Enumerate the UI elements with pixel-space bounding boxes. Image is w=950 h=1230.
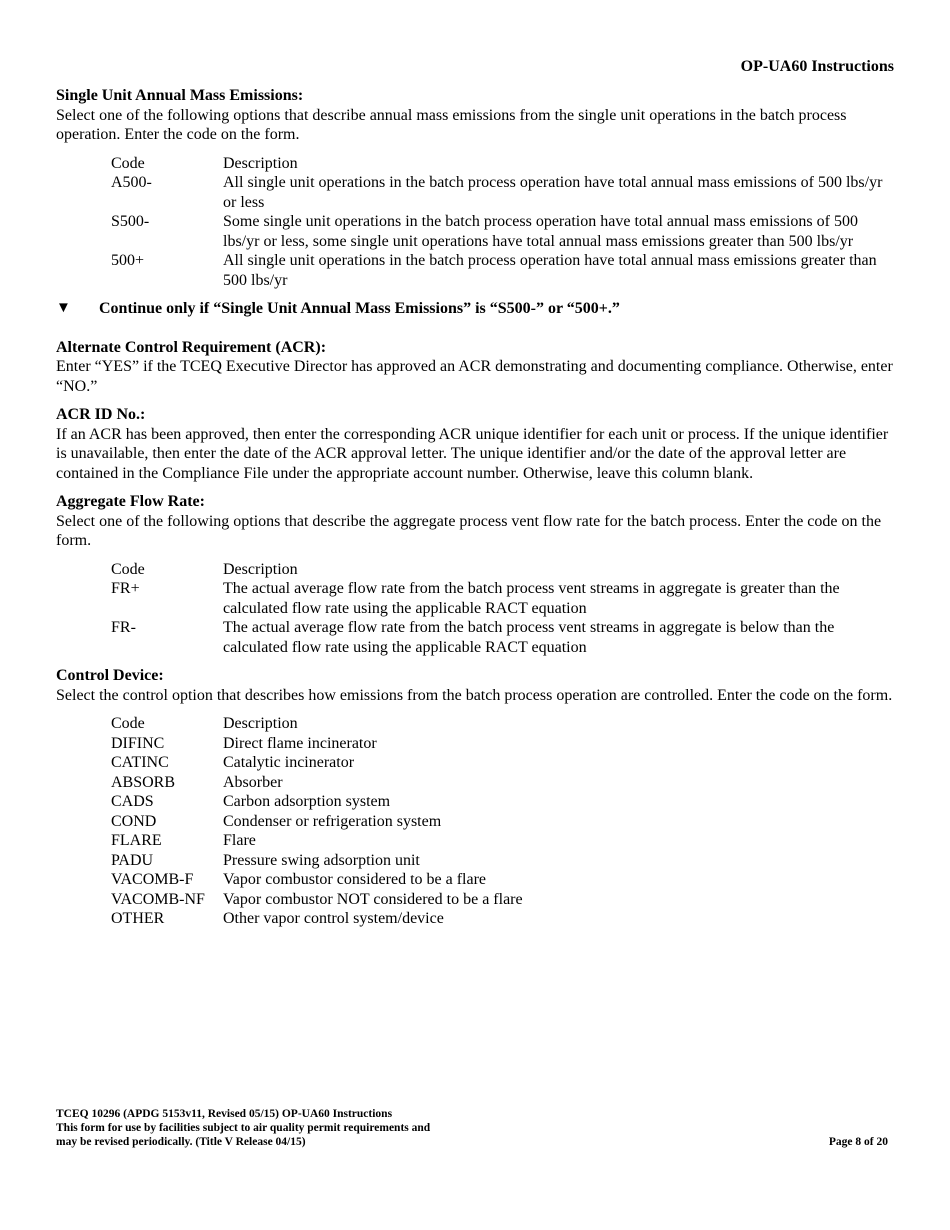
table-header-row [111, 560, 894, 580]
description-cell: The actual average flow rate from the batch process vent streams in aggregate is greater than the calculated flow rate using the applicable RACT equation [223, 580, 840, 617]
page-footer-form-info [56, 1107, 430, 1149]
table-row [111, 773, 894, 793]
table-row [111, 909, 894, 929]
section-title: Single Unit Annual Mass Emissions: [56, 87, 304, 104]
section-acr [56, 338, 894, 397]
column-header-description: Description [223, 154, 298, 172]
description-cell: Vapor combustor NOT considered to be a flare [223, 890, 523, 908]
table-row [111, 753, 894, 773]
footer-line: TCEQ 10296 (APDG 5153v11, Revised 05/15) OP-UA60 Instructions [56, 1108, 393, 1120]
page-number: Page 8 of 20 [828, 1136, 888, 1148]
table-header-row [111, 154, 894, 174]
section-title: Aggregate Flow Rate: [56, 493, 205, 510]
column-header-code: Code [111, 560, 145, 578]
section-acr-id [56, 405, 894, 483]
section-title: Control Device: [56, 667, 164, 684]
section-control-device [56, 666, 894, 929]
code-cell: CADS [111, 793, 154, 810]
code-cell: VACOMB-F [111, 871, 194, 888]
description-cell: Catalytic incinerator [223, 754, 355, 771]
code-cell: FR+ [111, 580, 140, 597]
code-cell: S500- [111, 213, 150, 230]
table-row [111, 579, 894, 618]
code-cell: PADU [111, 851, 154, 869]
code-cell: DIFINC [111, 734, 165, 752]
description-cell: Other vapor control system/device [223, 910, 444, 927]
code-cell: VACOMB-NF [111, 890, 205, 908]
code-cell: FLARE [111, 832, 162, 849]
table-row [111, 173, 894, 212]
description-cell: All single unit operations in the batch process operation have total annual mass emissions greater than 500 lbs/yr [223, 252, 877, 289]
code-cell: CATINC [111, 754, 169, 771]
continue-condition-note [56, 299, 894, 319]
section-text: Enter “YES” if the TCEQ Executive Director has approved an ACR demonstrating and documenting compliance. Otherwise, enter “NO.” [56, 358, 893, 395]
code-cell: OTHER [111, 910, 165, 927]
section-flow-rate [56, 492, 894, 657]
footer-line: may be revised periodically. (Title V Release 04/15) [56, 1136, 306, 1148]
continue-note-text: Continue only if “Single Unit Annual Mass Emissions” is “S500-” or “500+.” [99, 300, 620, 317]
footer-line: This form for use by facilities subject to air quality permit requirements and [56, 1122, 431, 1134]
table-row [111, 890, 894, 910]
triangle-down-icon: ▼ [56, 300, 71, 316]
table-header-row [111, 714, 894, 734]
description-cell: Carbon adsorption system [223, 793, 391, 810]
table-row [111, 870, 894, 890]
code-cell: A500- [111, 174, 152, 191]
description-cell: Some single unit operations in the batch process operation have total annual mass emissions of 500 lbs/yr or less, some single unit operations have total annual mass emissions greater than 500 lbs/yr [223, 213, 858, 250]
table-row [111, 212, 894, 251]
table-row [111, 251, 894, 290]
document-body [56, 86, 894, 938]
description-cell: Vapor combustor considered to be a flare [223, 871, 487, 888]
column-header-description: Description [223, 715, 298, 732]
code-cell: ABSORB [111, 773, 176, 791]
section-title: Alternate Control Requirement (ACR): [56, 338, 327, 356]
code-cell: COND [111, 812, 157, 830]
page-header-title: OP-UA60 Instructions [740, 58, 894, 75]
table-row [111, 812, 894, 832]
description-cell: Flare [223, 832, 256, 849]
table-row [111, 792, 894, 812]
description-cell: Condenser or refrigeration system [223, 812, 442, 830]
column-header-code: Code [111, 715, 145, 732]
section-intro: Select one of the following options that describe the aggregate process vent flow rate for the batch process. Enter the code on the form. [56, 512, 882, 549]
section-intro: Select the control option that describes how emissions from the batch process operation are controlled. Enter the code on the form. [56, 686, 893, 704]
section-title: ACR ID No.: [56, 406, 146, 423]
description-cell: Pressure swing adsorption unit [223, 851, 420, 869]
section-text: If an ACR has been approved, then enter the corresponding ACR unique identifier for each unit or process. If the unique identifier is unavailable, then enter the date of the ACR approval letter. The unique identifier and/or the date of the approval letter are contained in the Compliance File under the appropriate account number. Otherwise, leave this column blank. [56, 425, 889, 482]
section-intro: Select one of the following options that describe annual mass emissions from the single unit operations in the batch process operation. Enter the code on the form. [56, 106, 847, 143]
code-cell: FR- [111, 619, 136, 636]
column-header-description: Description [223, 560, 298, 578]
column-header-code: Code [111, 154, 145, 172]
code-table-control-device [111, 714, 894, 929]
description-cell: The actual average flow rate from the batch process vent streams in aggregate is below than the calculated flow rate using the applicable RACT equation [223, 619, 835, 656]
table-row [111, 618, 894, 657]
code-cell: 500+ [111, 252, 145, 269]
section-single-unit [56, 86, 894, 290]
description-cell: Direct flame incinerator [223, 734, 377, 752]
description-cell: All single unit operations in the batch process operation have total annual mass emissions of 500 lbs/yr or less [223, 174, 883, 211]
table-row [111, 734, 894, 754]
table-row [111, 831, 894, 851]
description-cell: Absorber [223, 773, 283, 791]
table-row [111, 851, 894, 871]
code-table-flow-rate [111, 560, 894, 658]
code-table-single-unit [111, 154, 894, 291]
